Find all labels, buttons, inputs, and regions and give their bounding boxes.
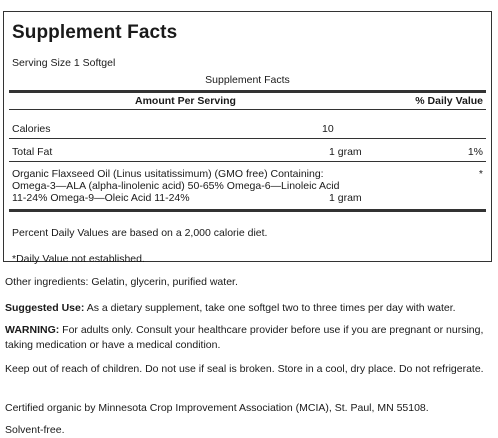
other-ingredients: Other ingredients: Gelatin, glycerin, purified water. [5, 276, 238, 288]
warning-label: WARNING: [5, 324, 60, 336]
flaxseed-oil-description [12, 168, 442, 204]
total-fat-amount: 1 gram [329, 146, 362, 158]
solvent-free: Solvent-free. [5, 424, 65, 436]
daily-value-not-established-note: *Daily Value not established. [12, 253, 145, 265]
flaxseed-line-3: 11-24% Omega-9—Oleic Acid 11-24% [12, 192, 190, 204]
row-divider [9, 138, 486, 139]
warning-text: For adults only. Consult your healthcare provider before use if you are pregnant or nursing, taking medication or have a medical condition. [5, 324, 484, 351]
thick-divider [9, 90, 486, 93]
calories-amount: 10 [322, 123, 334, 135]
suggested-use-text: As a dietary supplement, take one softgel two to three times per day with water. [84, 302, 456, 314]
flaxseed-line-1: Organic Flaxseed Oil (Linus usitatissimum) (GMO free) Containing: [12, 168, 324, 180]
storage-instructions: Keep out of reach of children. Do not use if seal is broken. Store in a cool, dry place. Do not refrigerate. [5, 363, 484, 375]
row-divider [9, 161, 486, 162]
calories-label: Calories [12, 123, 51, 135]
supplement-facts-panel [3, 11, 492, 265]
suggested-use-label: Suggested Use: [5, 302, 85, 314]
flaxseed-daily-value: * [478, 168, 483, 180]
header-divider [9, 109, 486, 110]
thick-divider [9, 209, 486, 212]
facts-title: Supplement Facts [12, 22, 178, 43]
header-amount-per-serving: Amount Per Serving [135, 95, 236, 107]
header-daily-value: % Daily Value [415, 95, 483, 107]
total-fat-label: Total Fat [12, 146, 53, 158]
percent-daily-value-note: Percent Daily Values are based on a 2,000 calorie diet. [12, 227, 268, 239]
warning [5, 323, 493, 352]
certification: Certified organic by Minnesota Crop Improvement Association (MCIA), St. Paul, MN 55108. [5, 402, 429, 414]
flaxseed-line-2: Omega-3—ALA (alpha-linolenic acid) 50-65% Omega-6—Linoleic Acid [12, 180, 340, 192]
total-fat-daily-value: 1% [467, 146, 483, 158]
flaxseed-amount: 1 gram [329, 192, 362, 204]
suggested-use [5, 301, 493, 316]
facts-table-title: Supplement Facts [205, 74, 290, 86]
serving-size: Serving Size 1 Softgel [12, 57, 116, 69]
